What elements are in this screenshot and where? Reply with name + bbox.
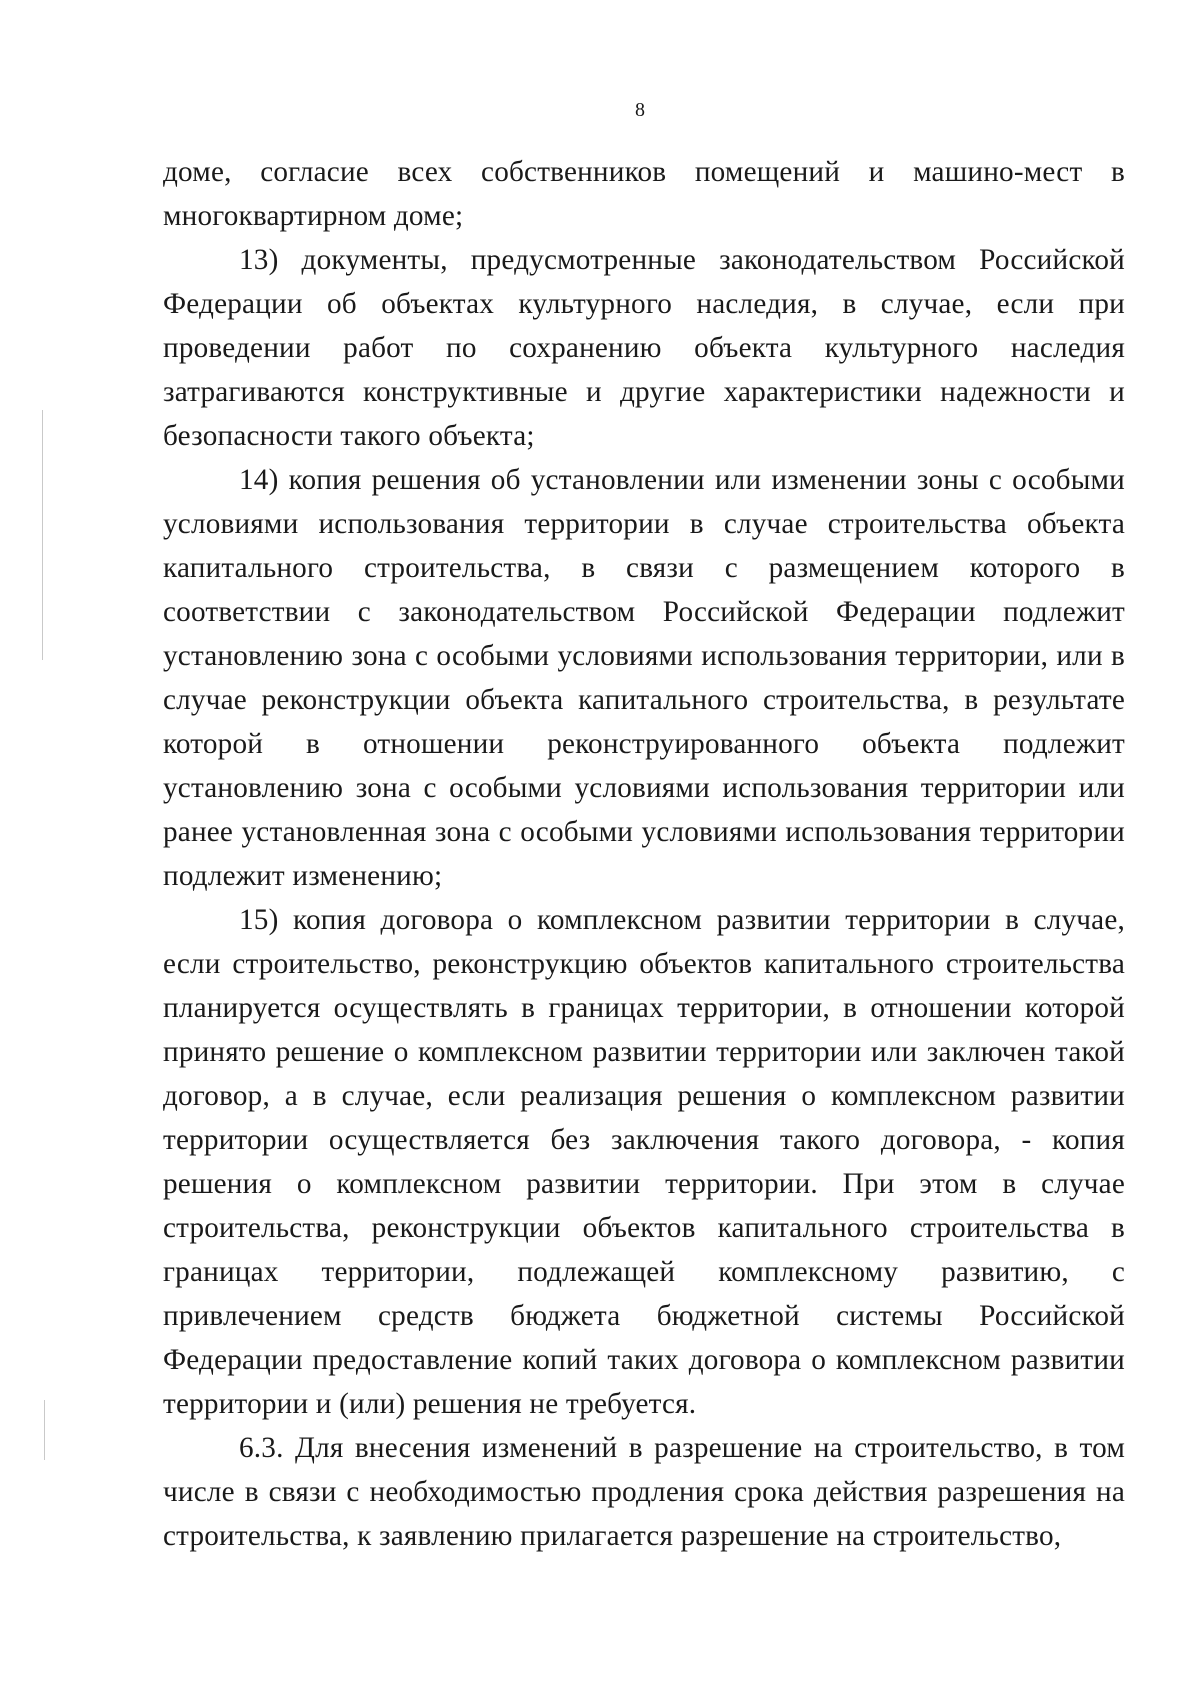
page-number: 8	[635, 99, 645, 121]
paragraph-item-13: 13) документы, предусмотренные законодательством Российской Федерации об объектах культурного наследия, в случае, если при проведении работ по сохранению объекта культурного наследия затрагиваются конструктивные и другие характеристики надежности и безопасности такого объекта;	[163, 244, 1125, 452]
scan-artifact	[44, 1400, 45, 1460]
paragraph-continuation: доме, согласие всех собственников помещений и машино-мест в многоквартирном доме;	[163, 156, 1125, 232]
paragraph-item-15: 15) копия договора о комплексном развитии территории в случае, если строительство, реконструкцию объектов капитального строительства планируется осуществлять в границах территории, в отношении которой принято решение о комплексном развитии территории или заключен такой договор, а в случае, если реализация решения о комплексном развитии территории осуществляется без заключения такого договора, - копия решения о комплексном развитии территории. При этом в случае строительства, реконструкции объектов капитального строительства в границах территории, подлежащей комплексному развитию, с привлечением средств бюджета бюджетной системы Российской Федерации предоставление копий таких договора о комплексном развитии территории и (или) решения не требуется.	[163, 904, 1125, 1420]
scan-artifact	[42, 410, 43, 660]
paragraph-item-14: 14) копия решения об установлении или изменении зоны с особыми условиями использования территории в случае строительства объекта капитального строительства, в связи с размещением которого в соответствии с законодательством Российской Федерации подлежит установлению зона с особыми условиями использования территории, или в случае реконструкции объекта капитального строительства, в результате которой в отношении реконструированного объекта подлежит установлению зона с особыми условиями использования территории или ранее установленная зона с особыми условиями использования территории подлежит изменению;	[163, 464, 1125, 892]
paragraph-section-6-3: 6.3. Для внесения изменений в разрешение на строительство, в том числе в связи с необходимостью продления срока действия разрешения на строительства, к заявлению прилагается разрешение на строительство,	[163, 1432, 1125, 1552]
document-body	[163, 150, 1125, 1558]
